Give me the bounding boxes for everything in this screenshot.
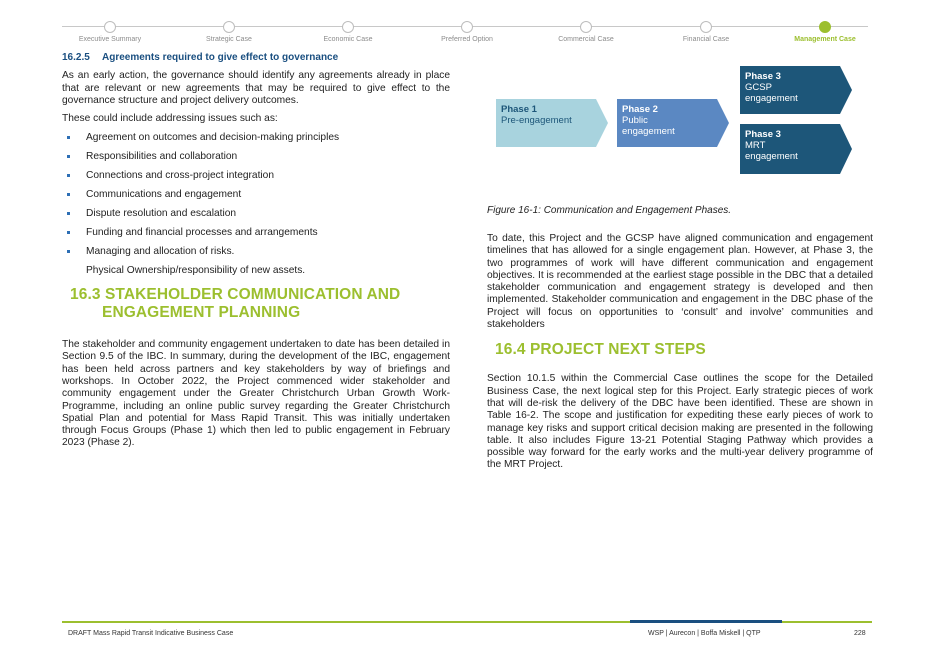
step-label: Preferred Option [441,36,493,43]
step-label: Economic Case [323,36,373,43]
step-label: Financial Case [682,36,730,43]
step-preferred-option[interactable] [407,18,527,43]
phase1-title: Phase 1 [501,104,537,115]
list-item-text: Funding and financial processes and arrangements [86,226,318,238]
step-dot [700,21,712,33]
section-heading-16-4: 16.4 PROJECT NEXT STEPS [495,341,706,359]
paragraph-aligned-timelines: To date, this Project and the GCSP have aligned communication and engagement timelines that has allowed for a single engagement plan. However, at Phase 3, the two programmes of work will have different communication and engagement objectives. It is recommended at the earliest stage possible in the DBC that a detailed stakeholder communication and engagement strategy is developed and then implemented. Stakeholder communication and engagement in the DBC phase of the Project will focus on opportunities to ‘consult’ and involve’ communities and stakeholders [487,233,873,331]
phase2-text: Public engagement [622,115,675,137]
bullet-icon [67,155,70,158]
phase3-mrt-arrow [840,124,852,174]
phase1-arrow [596,99,608,147]
list-item-extra: Physical Ownership/responsibility of new assets. [86,264,306,276]
phase3-mrt-title: Phase 3 [745,129,781,140]
step-label: Commercial Case [558,36,614,43]
list-item-text: Agreement on outcomes and decision-making principles [86,132,340,144]
subsection-title: Agreements required to give effect to governance [102,52,339,63]
right-column [487,233,873,472]
section-heading-line1: 16.3 STAKEHOLDER COMMUNICATION AND [70,286,401,304]
phase2-box [617,99,717,147]
section-heading-16-3 [62,286,450,322]
step-dot [223,21,235,33]
step-label: Management Case [794,36,856,43]
step-dot [580,21,592,33]
phase2-arrow [717,99,729,147]
bullet-icon [67,174,70,177]
footer-doc-title: DRAFT Mass Rapid Transit Indicative Business Case [68,630,234,637]
subsection-number: 16.2.5 [62,52,90,63]
footer-rule-blue [630,620,782,623]
step-label: Strategic Case [206,36,252,43]
list-item-text: Managing and allocation of risks. [86,245,235,257]
paragraph-next-steps: Section 10.1.5 within the Commercial Case outlines the scope for the Detailed Business Case, the next logical step for this Project. Early strategic pieces of work that will de-risk the delivery of the DBC have been identified. These are shown in Table 16-2. The scope and justification for expediting these early pieces of work to manage key risks and support critical decision making are presented in the following table. It also includes Figure 13-21 Potential Staging Pathway which provides a possible way forward for the early works and the multi-year delivery programme of the MRT Project. [487,373,873,471]
phase3-gcsp-arrow [840,66,852,114]
list-item [62,227,450,239]
phase3-mrt-box [740,124,840,174]
phase3-mrt-text: MRT engagement [745,140,798,162]
phase3-gcsp-box [740,66,840,114]
page-number: 228 [854,630,866,637]
figure-caption: Figure 16-1: Communication and Engagement Phases. [487,205,732,216]
list-item [62,246,450,258]
list-item [62,132,450,144]
step-commercial-case[interactable] [526,18,646,43]
phase2-title: Phase 2 [622,104,658,115]
step-economic-case[interactable] [288,18,408,43]
footer-partners: WSP | Aurecon | Boffa Miskell | QTP [648,630,761,637]
step-management-case[interactable] [765,18,885,43]
list-item [62,170,450,182]
engagement-phases-diagram [494,64,858,176]
footer-rule-green-right [782,621,872,623]
step-dot [461,21,473,33]
issues-list [62,132,450,258]
list-item [62,189,450,201]
phase1-box [496,99,596,147]
bullet-icon [67,250,70,253]
subsection-heading [62,52,450,64]
step-dot [342,21,354,33]
paragraph-agreements: As an early action, the governance should identify any agreements already in place that are relevant or new agreements that may be required to give effect to the governance structure and project delivery outcomes. [62,70,450,106]
section-heading-line2: ENGAGEMENT PLANNING [102,304,301,322]
step-executive-summary[interactable] [50,18,170,43]
list-item [62,151,450,163]
bullet-icon [67,136,70,139]
list-item-text: Dispute resolution and escalation [86,208,237,220]
list-item-text: Communications and engagement [86,189,242,201]
bullet-icon [67,193,70,196]
bullet-icon [67,212,70,215]
step-dot [104,21,116,33]
footer-rule-green [62,621,630,623]
list-item [62,208,450,220]
list-item-text: Responsibilities and collaboration [86,151,238,163]
paragraph-engagement: The stakeholder and community engagement undertaken to date has been detailed in Section 9.5 of the IBC. In summary, during the development of the IBC, engagement has been held across partners and key stakeholders by way of briefings and workshops. In October 2022, the Project commenced wider stakeholder and community engagement under the Greater Christchurch Urban Growth Work-Programme, including an online public survey regarding the Greater Christchurch Spatial Plan and potential for Mass Rapid Transit. This was initially undertaken through Focus Groups (Phase 1) which then led to public engagement in February 2023 (Phase 2). [62,339,450,449]
list-item-text: Connections and cross-project integration [86,170,275,182]
step-strategic-case[interactable] [169,18,289,43]
bullet-icon [67,231,70,234]
step-financial-case[interactable] [646,18,766,43]
left-column [62,52,450,450]
phase1-text: Pre-engagement [501,115,572,126]
paragraph-issues-intro: These could include addressing issues such as: [62,113,278,125]
case-progress-bar [62,18,868,48]
phase3-gcsp-title: Phase 3 [745,71,781,82]
phase3-gcsp-text: GCSP engagement [745,82,798,104]
step-dot-active [819,21,831,33]
step-label: Executive Summary [78,36,142,43]
